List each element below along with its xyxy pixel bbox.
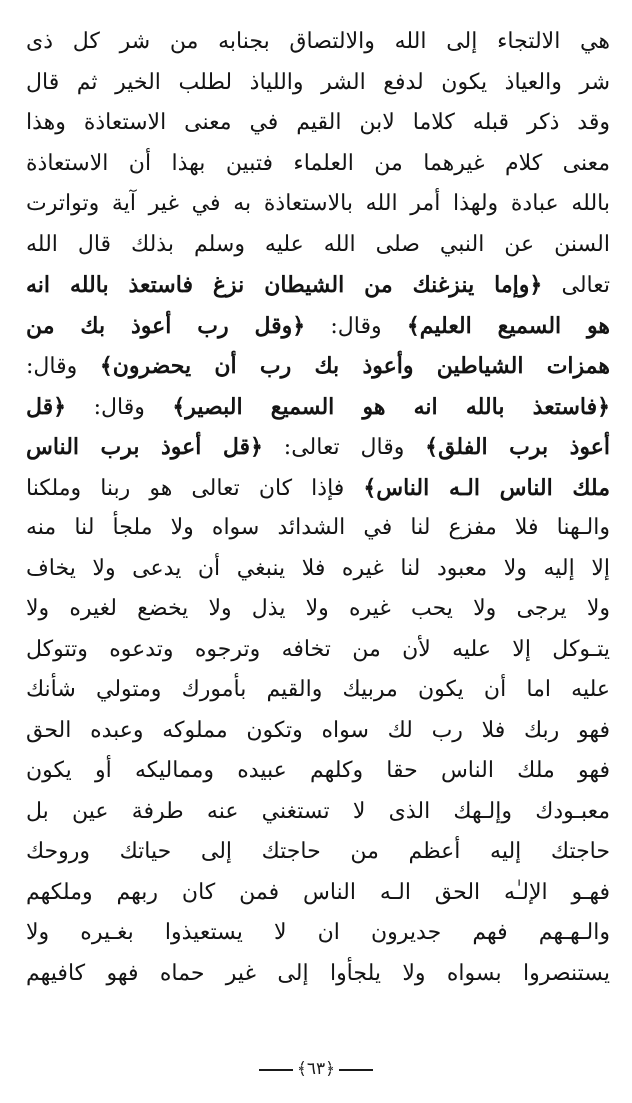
text-line [26, 103, 610, 144]
text-segment: وقال: [26, 354, 100, 379]
text-line [26, 225, 610, 266]
text-line [26, 549, 610, 590]
text-segment: فهو ملك الناس حقا وكلهم عبيده ومماليكه أو يكون [26, 758, 610, 783]
page-number-value: ٦٣ [306, 1059, 326, 1079]
text-line [26, 144, 610, 185]
text-segment: فهـو الإلـٰه الحق الـه الناس فمن كان ربهم وملكهم [26, 879, 610, 905]
text-line [26, 751, 610, 792]
quran-verse-text: ﴿وإما ينزغنك من الشيطان نزغ فاستعذ بالله انه [26, 272, 543, 298]
quran-verse-text: ﴿فاستعذ بالله انه هو السميع البصير﴾ [172, 393, 610, 420]
text-segment: تعالى [542, 273, 610, 298]
text-line [26, 913, 610, 954]
text-segment: وقال تعالى: [262, 435, 426, 460]
text-segment: السنن عن النبي صلى الله عليه وسلم بذلك قال الله [26, 231, 610, 257]
text-segment: إلا إليه ولا معبود لنا غيره فلا ينبغي أن يدعى ولا يخاف [26, 555, 610, 581]
text-line [26, 427, 610, 468]
page-number [0, 1058, 632, 1079]
text-segment: حاجتك إليه أعظم من حاجتك إلى حياتك وروحك [26, 839, 610, 864]
text-line [26, 468, 610, 509]
text-line [26, 792, 610, 833]
text-line [26, 306, 610, 347]
quran-verse-text: همزات الشياطين وأعوذ بك رب أن يحضرون﴾ [99, 353, 610, 379]
text-segment: فإذا كان تعالى هو ربنا وملكنا [26, 475, 364, 501]
page-number-open-bracket: ﴿ [325, 1059, 336, 1079]
text-segment: هي الالتجاء إلى الله والالتصاق بجنابه من شر كل ذى [26, 29, 610, 54]
text-segment: وقال: [66, 394, 173, 420]
text-segment: وقال: [305, 313, 407, 339]
text-segment: يتـوكل إلا عليه لأن من تخافه وترجوه وتدعوه وتتوكل [26, 636, 610, 662]
text-line [26, 832, 610, 873]
text-line [26, 954, 610, 995]
text-segment: عليه اما أن يكون مربيك والقيم بأمورك ومتولي شأنك [26, 677, 610, 702]
text-line [26, 387, 610, 428]
text-line [26, 184, 610, 225]
text-segment: بالله عبادة ولهذا أمر الله بالاستعاذة به في غير آية وتواترت [26, 191, 610, 216]
quran-verse-text: هو السميع العليم﴾ [406, 312, 610, 339]
text-segment: شر والعياذ يكون لدفع الشر واللياذ لطلب الخير ثم قال [26, 69, 610, 95]
text-line [26, 22, 610, 63]
quran-verse-text: ملك الناس الـه الناس﴾ [363, 474, 610, 501]
page-number-left-rule [339, 1069, 373, 1071]
page-number-close-bracket: ﴾ [296, 1059, 307, 1079]
text-segment: والـهنا فلا مفزع لنا في الشدائد سواه ولا ملجأ لنا منه [26, 515, 610, 540]
text-line [26, 711, 610, 752]
text-segment: فهو ربك فلا رب لك سواه وتكون مملوكه وعبده الحق [26, 717, 610, 743]
text-line [26, 589, 610, 630]
text-line [26, 265, 610, 306]
text-segment: والـهـهم فهم جديرون ان لا يستعيذوا بغـيره ولا [26, 920, 610, 945]
quran-verse-text: أعوذ برب الفلق﴾ [425, 434, 610, 460]
text-segment: ولا يرجى ولا يحب غيره ولا يذل ولا يخضع لغيره ولا [26, 596, 610, 621]
text-segment: يستنصروا بسواه ولا يلجأوا إلى غير حماه فهو كافيهم [26, 960, 610, 986]
quran-verse-text: ﴿قل [26, 393, 67, 420]
quran-verse-text: ﴿قل أعوذ برب الناس [26, 434, 263, 460]
text-line [26, 873, 610, 914]
text-segment: معنى كلام غيرهما من العلماء فتبين بهذا أن الاستعاذة [26, 150, 610, 176]
body-text [26, 22, 610, 994]
text-line [26, 508, 610, 549]
text-segment: وقد ذكر قبله كلاما لابن القيم في معنى الاستعاذة وهذا [26, 110, 610, 135]
text-line [26, 630, 610, 671]
quran-verse-text: ﴿وقل رب أعوذ بك من [26, 312, 306, 339]
page-number-right-rule [259, 1069, 293, 1071]
text-line [26, 346, 610, 387]
text-line [26, 63, 610, 104]
text-line [26, 670, 610, 711]
text-segment: معبـودك وإلـهك الذى لا تستغني عنه طرفة عين بل [26, 798, 610, 824]
